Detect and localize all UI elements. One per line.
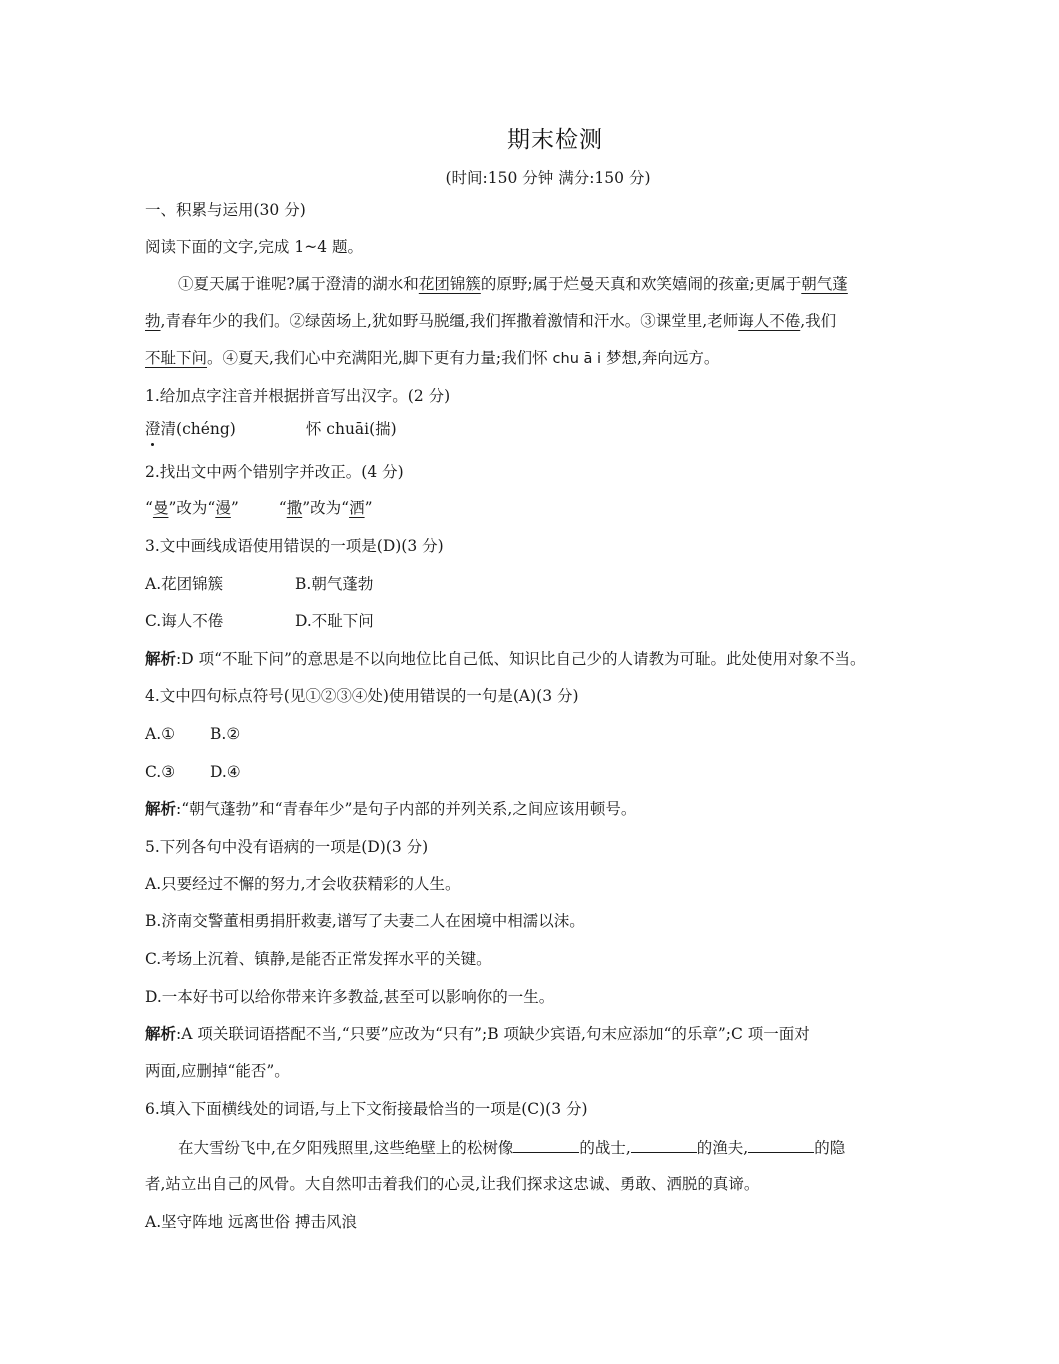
answer-a: 清(chéng) xyxy=(160,420,236,438)
question-3-options-row-2 xyxy=(145,610,374,632)
reading-instruction: 阅读下面的文字,完成 1~4 题。 xyxy=(145,238,363,256)
question-2-stem: 2.找出文中两个错别字并改正。(4 分) xyxy=(145,463,404,481)
passage-text: 的原野;属于烂曼天真和欢笑嬉闹的孩童;更属于 xyxy=(480,275,802,293)
passage-text: ,青春年少的我们。②绿茵场上,犹如野马脱缰,我们挥撒着激情和汗水。③课堂里,老师 xyxy=(160,312,739,330)
question-3-options-row-1 xyxy=(145,573,373,595)
correct-char: 洒 xyxy=(349,499,365,517)
underlined-idiom: 花团锦簇 xyxy=(418,275,481,293)
passage-text: 梦想,奔向远方。 xyxy=(601,349,720,367)
wrong-char: 曼 xyxy=(152,499,169,517)
passage-text: 的战士, xyxy=(579,1139,631,1157)
option-d: D.④ xyxy=(210,763,241,781)
option-c: C.诲人不倦 xyxy=(145,612,224,630)
question-5-stem: 5.下列各句中没有语病的一项是(D)(3 分) xyxy=(145,838,429,856)
fill-blank-1 xyxy=(513,1136,579,1153)
analysis-text: :D 项“不耻下问”的意思是不以向地位比自己低、知识比自己少的人请教为可耻。此处使用对象不当。 xyxy=(176,650,866,668)
question-5-analysis xyxy=(145,1023,810,1045)
option-b: B.济南交警董相勇捐肝救妻,谱写了夫妻二人在困境中相濡以沫。 xyxy=(145,912,585,930)
exam-time-score: (时间:150 分钟 满分:150 分) xyxy=(445,169,651,187)
question-4-stem: 4.文中四句标点符号(见①②③④处)使用错误的一句是(A)(3 分) xyxy=(145,687,579,705)
analysis-text: :“朝气蓬勃”和“青春年少”是句子内部的并列关系,之间应该用顿号。 xyxy=(176,800,637,818)
underlined-idiom: 朝气蓬 xyxy=(801,275,848,293)
option-c: C.③ xyxy=(145,763,176,781)
passage-line-3 xyxy=(145,347,719,370)
analysis-label: 解析 xyxy=(145,649,177,668)
option-d: D.一本好书可以给你带来许多教益,甚至可以影响你的一生。 xyxy=(145,988,555,1006)
question-3-stem: 3.文中画线成语使用错误的一项是(D)(3 分) xyxy=(145,537,444,555)
analysis-text: :A 项关联词语搭配不当,“只要”应改为“只有”;B 项缺少宾语,句末应添加“的乐章”;C 项一面对 xyxy=(176,1025,810,1043)
dotted-char: 澄 xyxy=(145,420,161,438)
pinyin: chu ā i xyxy=(552,351,602,367)
question-6-passage-line-1 xyxy=(178,1136,845,1159)
question-1-answers xyxy=(145,418,397,440)
option-a: A.只要经过不懈的努力,才会收获精彩的人生。 xyxy=(145,875,461,893)
question-4-options-row-1 xyxy=(145,723,240,745)
question-6-stem: 6.填入下面横线处的词语,与上下文衔接最恰当的一项是(C)(3 分) xyxy=(145,1100,588,1118)
question-1-stem: 1.给加点字注音并根据拼音写出汉字。(2 分) xyxy=(145,387,451,405)
answer-b: 怀 chuāi(揣) xyxy=(305,420,397,438)
section-heading: 一、积累与运用(30 分) xyxy=(145,201,306,219)
question-2-answers: “曼”改为“漫” “撒”改为“洒” xyxy=(145,499,373,517)
option-a: A.坚守阵地 远离世俗 搏击风浪 xyxy=(145,1213,357,1231)
passage-text: 。④夏天,我们心中充满阳光,脚下更有力量;我们怀 xyxy=(207,349,553,367)
passage-text: ,我们 xyxy=(800,312,837,330)
correct-char: 漫 xyxy=(215,499,231,517)
passage-line-1 xyxy=(178,273,848,295)
question-4-options-row-2 xyxy=(145,761,241,783)
passage-line-2 xyxy=(145,310,836,332)
passage-text: ①夏天属于谁呢?属于澄清的湖水和 xyxy=(178,275,419,293)
passage-text: 在大雪纷飞中,在夕阳残照里,这些绝壁上的松树像 xyxy=(178,1139,514,1157)
analysis-label: 解析 xyxy=(145,799,177,818)
underlined-idiom: 诲人不倦 xyxy=(738,312,801,330)
fill-blank-2 xyxy=(631,1136,697,1153)
option-a: A.花团锦簇 xyxy=(145,575,224,593)
option-a: A.① xyxy=(145,725,176,743)
question-5-analysis-cont: 两面,应删掉“能否”。 xyxy=(145,1062,290,1080)
question-6-passage-line-2: 者,站立出自己的风骨。大自然叩击着我们的心灵,让我们探求这忠诚、勇敢、洒脱的真谛。 xyxy=(145,1175,760,1193)
question-3-analysis xyxy=(145,648,865,670)
analysis-label: 解析 xyxy=(145,1024,177,1043)
passage-text: 的隐 xyxy=(814,1139,846,1157)
passage-text: 的渔夫, xyxy=(696,1139,749,1157)
option-c: C.考场上沉着、镇静,是能否正常发挥水平的关键。 xyxy=(145,950,492,968)
page-title: 期末检测 xyxy=(507,127,603,153)
underlined-idiom: 勃 xyxy=(145,312,161,330)
option-d: D.不耻下问 xyxy=(295,612,374,630)
option-b: B.朝气蓬勃 xyxy=(295,575,374,593)
option-b: B.② xyxy=(210,725,241,743)
wrong-char: 撒 xyxy=(286,499,303,517)
question-4-analysis xyxy=(145,798,636,820)
fill-blank-3 xyxy=(748,1136,814,1153)
underlined-idiom: 不耻下问 xyxy=(145,349,208,367)
